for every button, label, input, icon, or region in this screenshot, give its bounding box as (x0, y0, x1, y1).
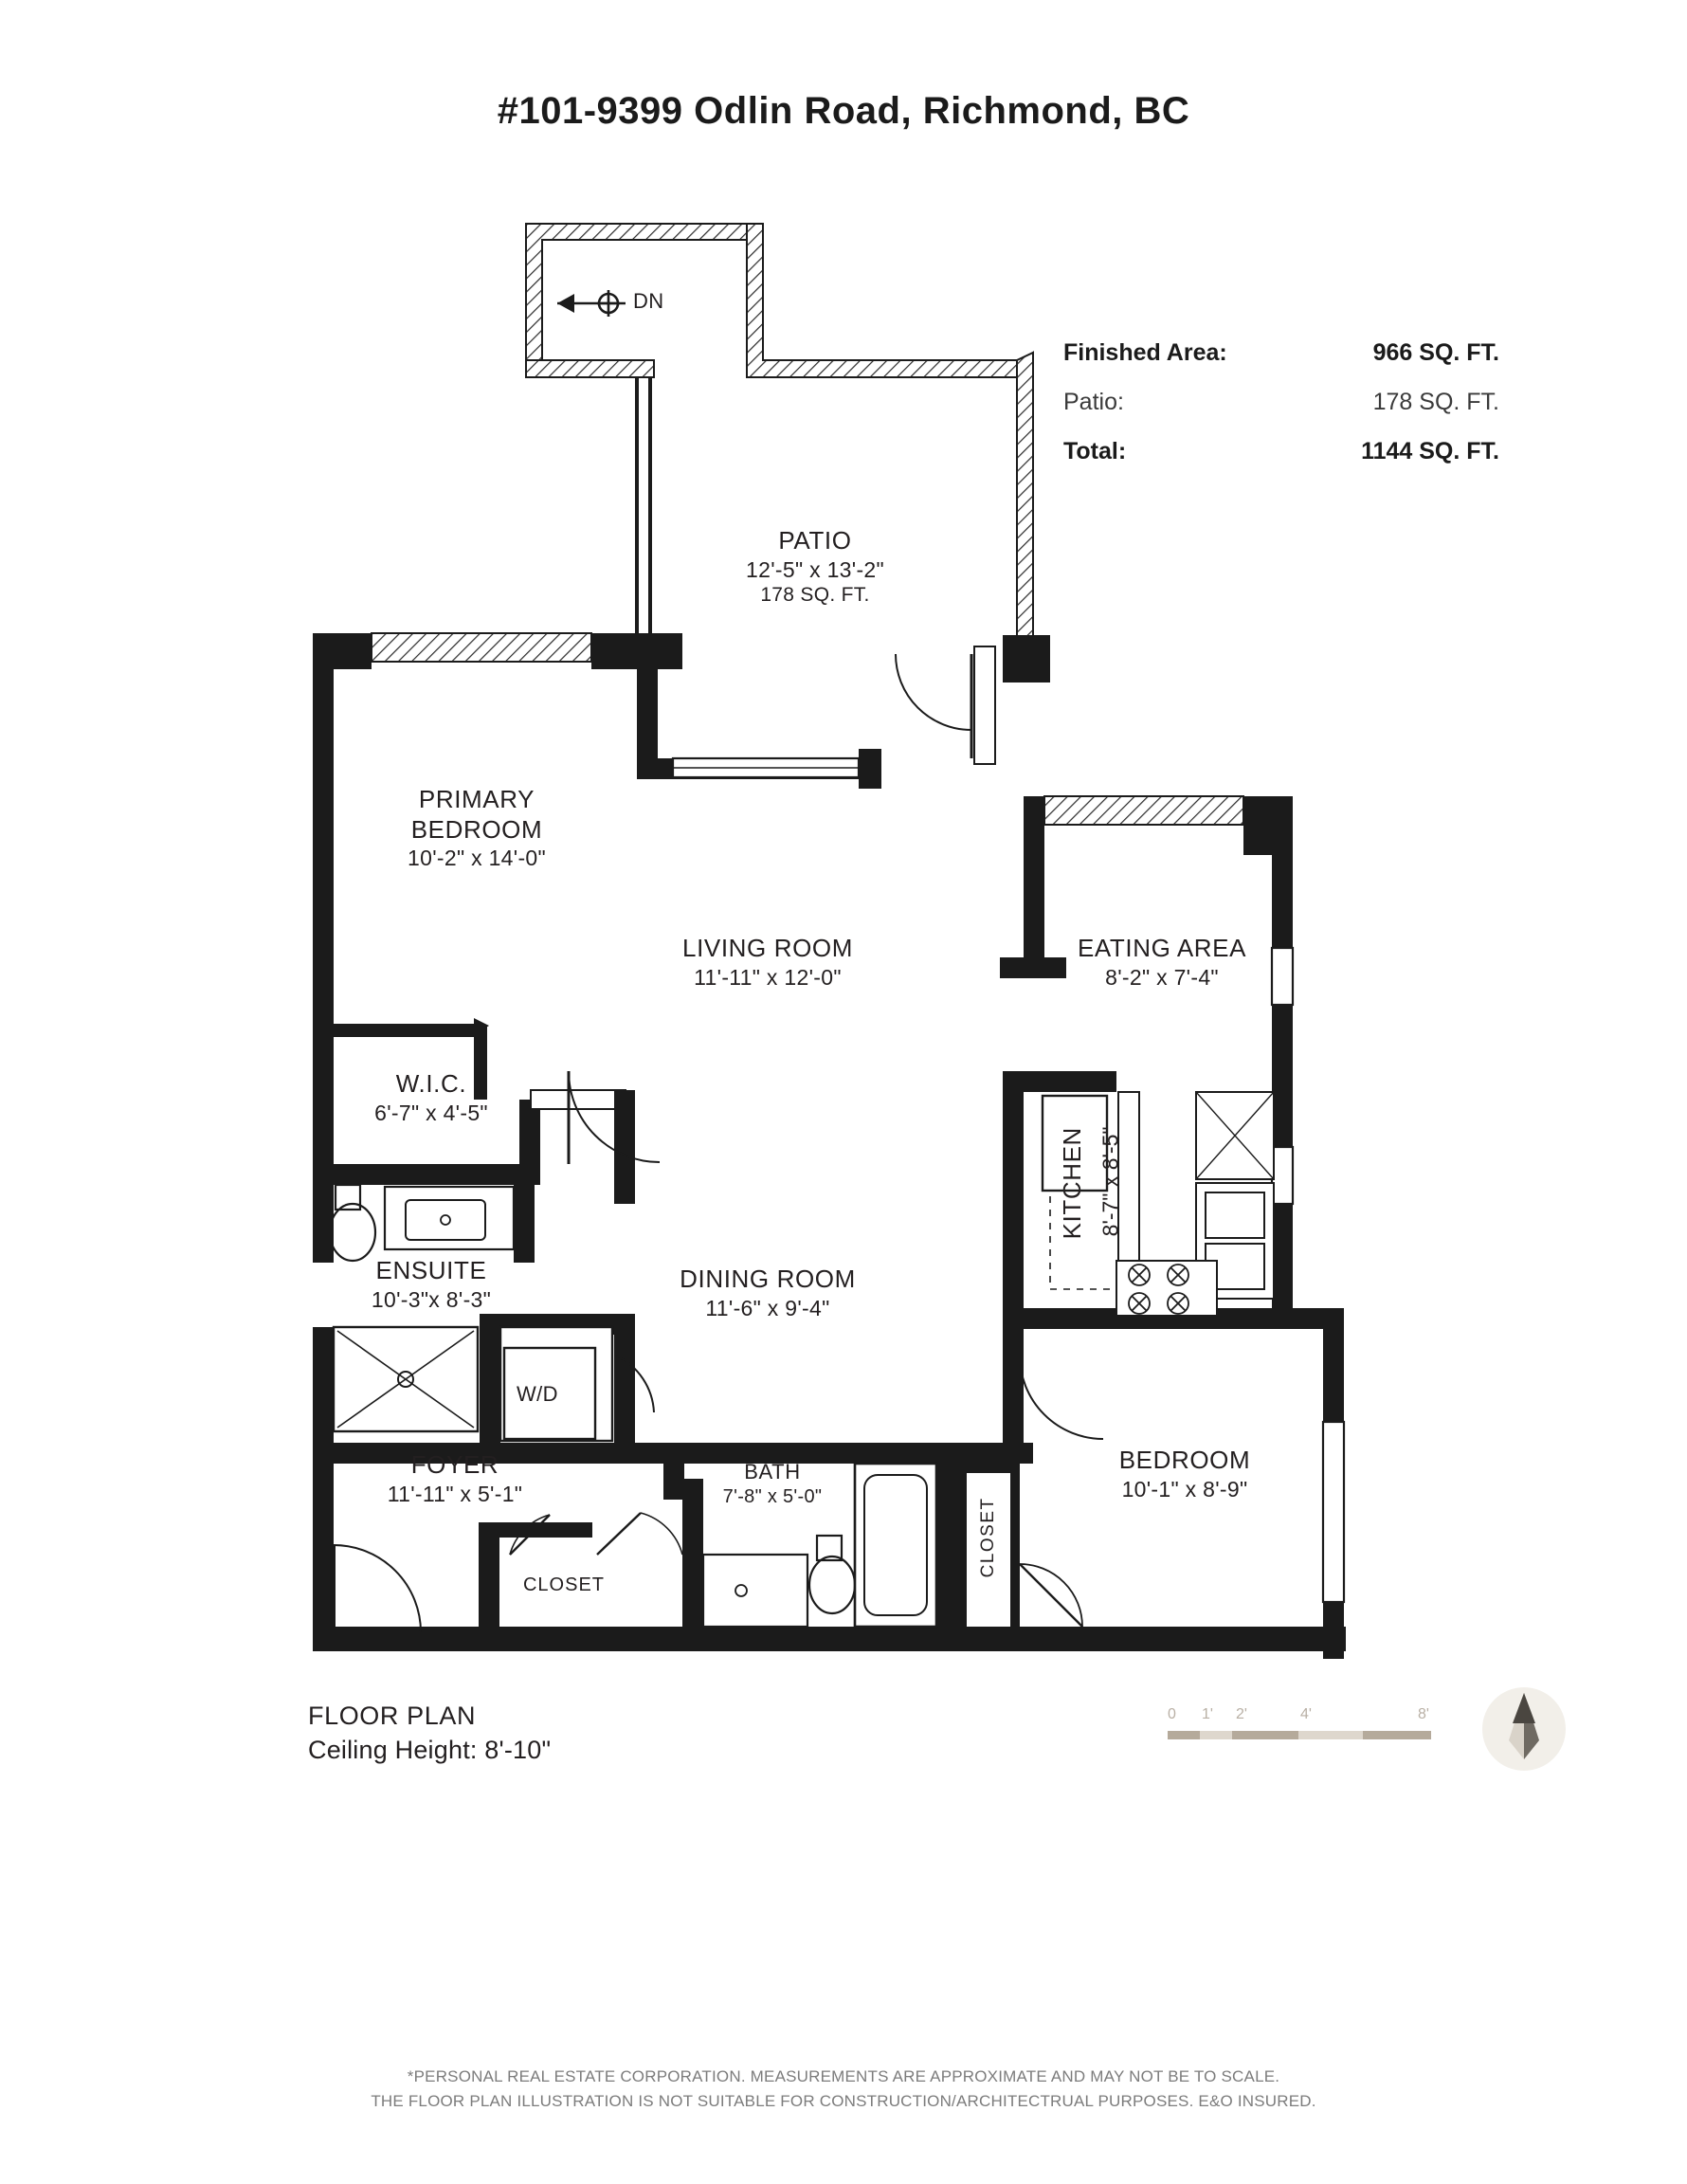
room-dim-dining: 11'-6" x 9'-4" (705, 1295, 830, 1320)
area-label-finished: Finished Area: (1063, 339, 1227, 366)
room-label-closet-foyer (483, 1574, 644, 1596)
room-dim-patio: 12'-5" x 13'-2" (746, 556, 884, 582)
room-label-eating-area (1020, 934, 1304, 991)
room-dim-bedroom: 10'-1" x 8'-9" (1121, 1476, 1248, 1502)
page-title: #101-9399 Odlin Road, Richmond, BC (497, 90, 1190, 132)
room-dim-foyer: 11'-11" x 5'-1" (387, 1481, 523, 1506)
room-sqft-patio: 178 SQ. FT. (760, 583, 870, 606)
room-name-primary-line1: PRIMARY (418, 785, 535, 813)
disclaimer-line-2: THE FLOOR PLAN ILLUSTRATION IS NOT SUITABLE FOR CONSTRUCTION/ARCHITECTRUAL PURPOSES. E&O INSURED. (371, 2091, 1316, 2110)
scale-bar-ticks (1168, 1706, 1442, 1727)
room-name-closet-bedroom: CLOSET (978, 1497, 999, 1578)
area-label-patio: Patio: (1063, 389, 1124, 415)
room-dim-eating: 8'-2" x 7'-4" (1105, 964, 1219, 990)
footer-ceiling-height: Ceiling Height: 8'-10" (308, 1736, 552, 1765)
room-label-primary-bedroom (339, 785, 614, 871)
disclaimer (0, 2065, 1687, 2113)
room-dim-kitchen-wrap (1097, 1086, 1125, 1276)
disclaimer-line-1: *PERSONAL REAL ESTATE CORPORATION. MEASUREMENTS ARE APPROXIMATE AND MAY NOT BE TO SCALE. (407, 2067, 1280, 2085)
room-name-bedroom: BEDROOM (1118, 1446, 1251, 1474)
room-label-ensuite (313, 1256, 550, 1313)
footer-plan-title: FLOOR PLAN (308, 1702, 477, 1730)
scale-tick-2: 2' (1236, 1706, 1247, 1722)
scale-tick-4: 8' (1418, 1706, 1429, 1722)
room-name-closet-foyer: CLOSET (522, 1574, 606, 1595)
room-label-dining-room (588, 1265, 948, 1321)
room-label-living-room (588, 934, 948, 991)
room-label-bath (663, 1460, 881, 1508)
room-name-wic: W.I.C. (395, 1069, 467, 1098)
room-label-bedroom (1043, 1446, 1327, 1502)
floor-plan-footer (308, 1699, 551, 1768)
scale-bar (1168, 1706, 1442, 1763)
scale-tick-3: 4' (1300, 1706, 1312, 1722)
room-label-foyer (322, 1450, 588, 1507)
room-label-patio (663, 526, 967, 607)
room-name-living: LIVING ROOM (682, 934, 853, 962)
room-name-patio: PATIO (778, 526, 852, 555)
room-label-wic (313, 1069, 550, 1126)
room-label-kitchen (1057, 1088, 1088, 1278)
area-label-total: Total: (1063, 438, 1127, 464)
room-dim-living: 11'-11" x 12'-0" (694, 964, 842, 990)
area-value-finished: 966 SQ. FT. (1372, 339, 1499, 366)
washer-dryer-label: W/D (517, 1382, 558, 1406)
area-value-patio: 178 SQ. FT. (1372, 389, 1499, 415)
north-arrow-icon (1480, 1685, 1568, 1773)
scale-tick-1: 1' (1202, 1706, 1213, 1722)
room-name-eating: EATING AREA (1077, 934, 1247, 962)
room-name-kitchen: KITCHEN (1057, 1127, 1086, 1240)
room-dim-bath: 7'-8" x 5'-0" (722, 1485, 823, 1507)
room-name-bath: BATH (744, 1460, 801, 1483)
room-name-ensuite: ENSUITE (375, 1256, 487, 1284)
room-name-foyer: FOYER (410, 1450, 499, 1479)
room-dim-ensuite: 10'-3"x 8'-3" (371, 1286, 492, 1312)
room-label-closet-bedroom (977, 1471, 1000, 1604)
room-dim-primary: 10'-2" x 14'-0" (408, 846, 546, 871)
area-value-total: 1144 SQ. FT. (1361, 438, 1499, 464)
scale-tick-0: 0 (1168, 1706, 1176, 1722)
room-dim-kitchen: 8'-7" x 8'-5" (1097, 1126, 1123, 1237)
room-name-primary-line2: BEDROOM (410, 814, 543, 844)
scale-bar-graphic (1168, 1731, 1431, 1739)
stairs-dn-label: DN (633, 289, 664, 313)
room-dim-wic: 6'-7" x 4'-5" (374, 1100, 488, 1125)
room-name-dining: DINING ROOM (680, 1265, 856, 1293)
